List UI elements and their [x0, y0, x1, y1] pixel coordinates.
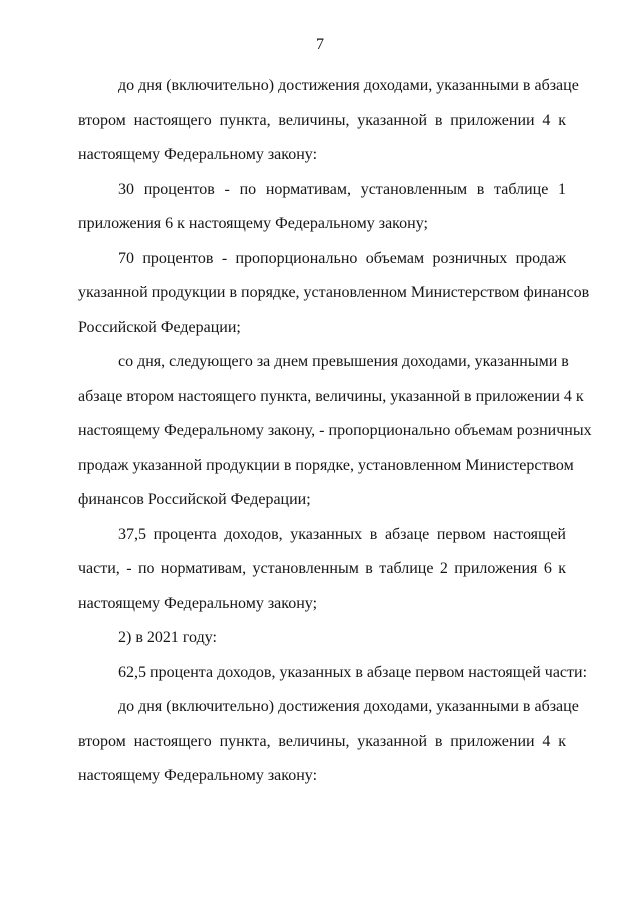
- paragraph: [78, 242, 590, 346]
- paragraph: [78, 621, 566, 656]
- paragraph-line: абзаце втором настоящего пункта, величины, указанной в приложении 4 к: [78, 387, 584, 405]
- paragraph-line: приложения 6 к настоящему Федеральному закону;: [78, 215, 428, 232]
- paragraph-line: настоящему Федеральному закону;: [78, 594, 318, 612]
- document-body: [78, 69, 592, 794]
- paragraph-line: 2) в 2021 году:: [118, 629, 217, 646]
- paragraph-line: указанной продукции в порядке, установленном Министерством финансов: [78, 284, 590, 301]
- paragraph: [78, 69, 579, 173]
- paragraph: [78, 173, 566, 242]
- paragraph-line: 30 процентов - по нормативам, установленным в таблице 1: [118, 180, 566, 198]
- paragraph: [78, 656, 588, 691]
- paragraph-line: втором настоящего пункта, величины, указанной в приложении 4 к: [78, 732, 566, 750]
- paragraph-line: 37,5 процента доходов, указанных в абзаце первом настоящей: [118, 525, 566, 543]
- paragraph-line: части, - по нормативам, установленным в таблице 2 приложения 6 к: [78, 560, 566, 577]
- paragraph-line: финансов Российской Федерации;: [78, 491, 311, 508]
- paragraph-line: до дня (включительно) достижения доходами, указанными в абзаце: [118, 77, 579, 94]
- paragraph-line: продаж указанной продукции в порядке, установленном Министерством: [78, 456, 574, 474]
- paragraph-line: 70 процентов - пропорционально объемам розничных продаж: [118, 249, 566, 267]
- paragraph-line: Российской Федерации;: [78, 318, 241, 336]
- paragraph-line: настоящему Федеральному закону, - пропорционально объемам розничных: [78, 422, 592, 439]
- paragraph-line: втором настоящего пункта, величины, указанной в приложении 4 к: [78, 111, 566, 129]
- paragraph-line: до дня (включительно) достижения доходами, указанными в абзаце: [118, 698, 579, 715]
- paragraph-line: настоящему Федеральному закону:: [78, 146, 318, 163]
- paragraph: [78, 518, 566, 622]
- page-number: 7: [316, 36, 324, 53]
- paragraph-line: со дня, следующего за днем превышения доходами, указанными в: [118, 353, 569, 370]
- paragraph: [78, 690, 579, 794]
- paragraph-line: 62,5 процента доходов, указанных в абзаце первом настоящей части:: [118, 663, 588, 681]
- paragraph: [78, 345, 592, 518]
- paragraph-line: настоящему Федеральному закону:: [78, 767, 318, 784]
